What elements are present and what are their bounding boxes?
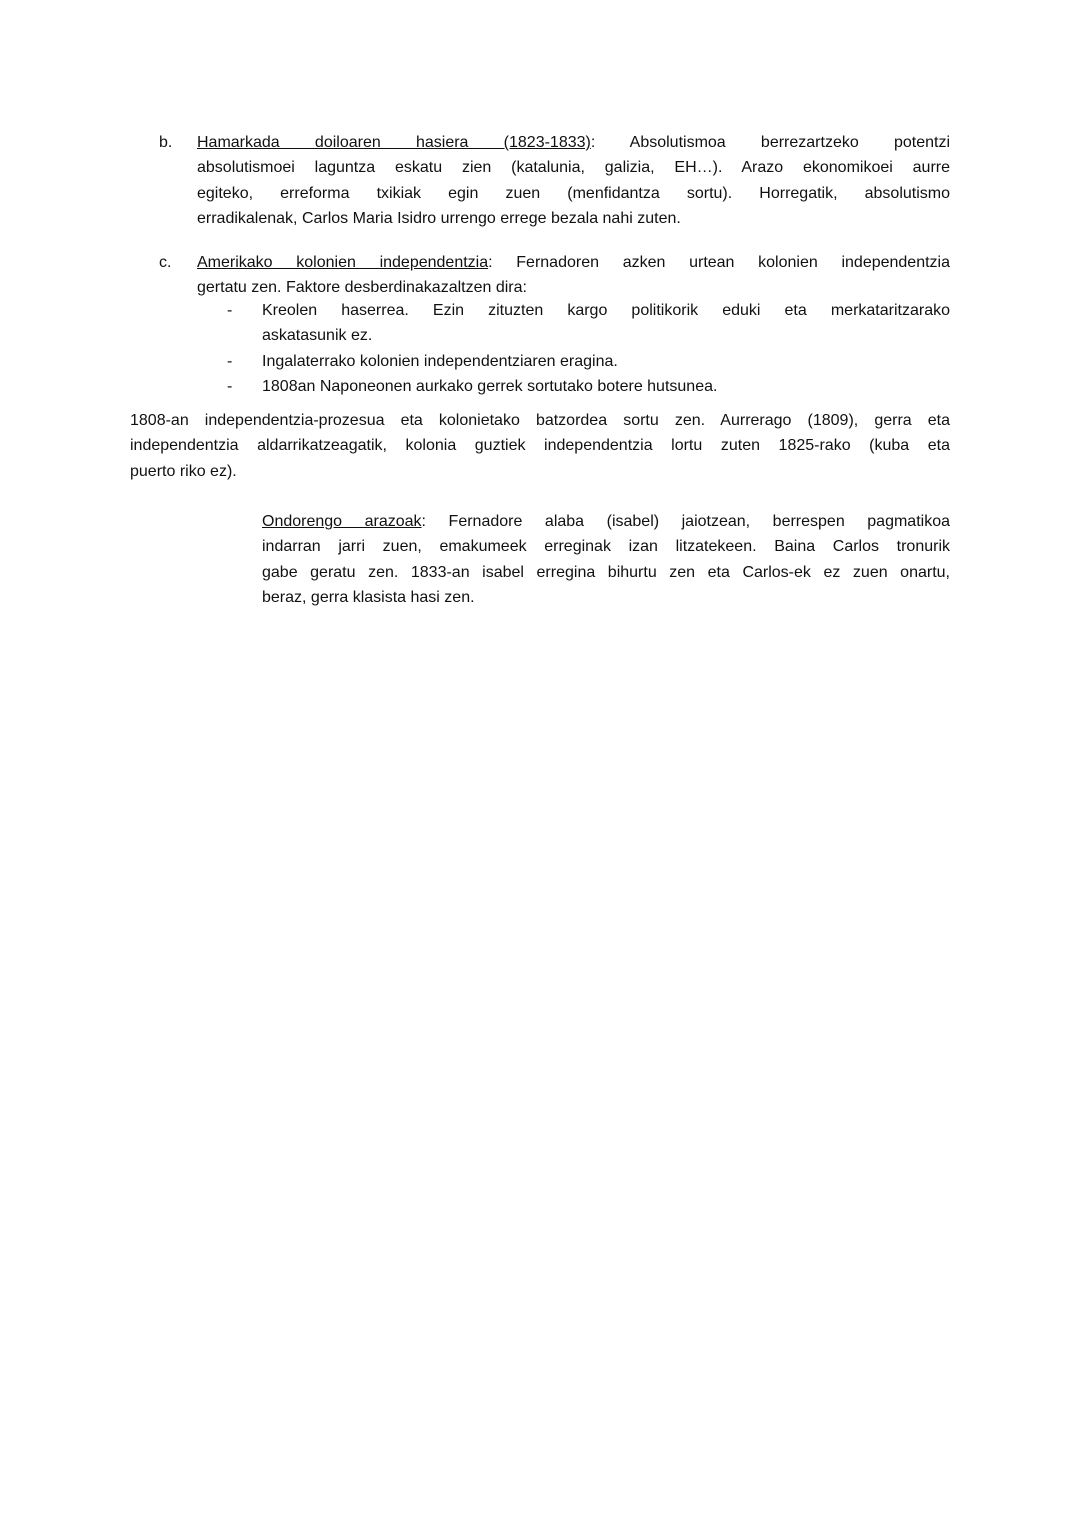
paragraph-1808-line-3: puerto riko ez).	[130, 462, 237, 480]
item-b-line-3: egiteko, erreforma txikiak egin zuen (menfidantza sortu). Horregatik, absolutismo	[197, 184, 950, 202]
paragraph-1808	[130, 408, 950, 484]
paragraph-ondorengo-line-1-rest: : Fernadore alaba (isabel) jaiotzean, berrespen pagmatikoa	[421, 513, 950, 530]
bullet-3: 1808an Naponeonen aurkako gerrek sortutako botere hutsunea.	[262, 377, 718, 395]
paragraph-ondorengo	[262, 509, 950, 610]
heading-amerikako: Amerikako kolonien independentzia	[197, 254, 489, 271]
list-marker-c: c.	[159, 254, 172, 271]
bullet-dash-1: -	[227, 302, 233, 319]
paragraph-1808-line-1: 1808-an independentzia-prozesua eta kolonietako batzordea sortu zen. Aurrerago (1809), gerra eta	[130, 412, 950, 429]
bullet-2: Ingalaterrako kolonien independentziaren eragina.	[262, 352, 618, 370]
item-b-line-1-rest: : Absolutismoa berrezartzeko potentzi	[590, 134, 950, 151]
item-c-line-1	[197, 250, 950, 275]
paragraph-ondorengo-line-2: indarran jarri zuen, emakumeek erreginak izan litzatekeen. Baina Carlos tronurik	[262, 538, 950, 556]
paragraph-ondorengo-line-1	[262, 509, 950, 534]
paragraph-ondorengo-line-4: beraz, gerra klasista hasi zen.	[262, 588, 475, 606]
item-b-line-1	[197, 130, 950, 155]
list-item-b	[197, 130, 950, 231]
heading-ondorengo: Ondorengo arazoak	[262, 513, 422, 530]
item-c-line-1-rest: : Fernadoren azken urtean kolonien independentzia	[488, 254, 951, 271]
bullet-dash-2: -	[227, 353, 233, 370]
bullet-dash-3: -	[227, 378, 233, 395]
paragraph-1808-line-2: independentzia aldarrikatzeagatik, kolonia guztiek independentzia lortu zuten 1825-rako (kuba eta	[130, 437, 950, 455]
heading-hamarkada: Hamarkada doiloaren hasiera (1823-1833)	[197, 134, 591, 151]
paragraph-ondorengo-line-3: gabe geratu zen. 1833-an isabel erregina bihurtu zen eta Carlos-ek ez zuen onartu,	[262, 563, 950, 581]
item-c-line-2: gertatu zen. Faktore desberdinakazaltzen dira:	[197, 279, 527, 297]
list-marker-b: b.	[159, 134, 173, 151]
bullet-1-line-1: Kreolen haserrea. Ezin zituzten kargo politikorik eduki eta merkataritzarako	[262, 302, 950, 319]
bullet-1-line-2: askatasunik ez.	[262, 327, 373, 345]
item-b-line-2: absolutismoei laguntza eskatu zien (katalunia, galizia, EH…). Arazo ekonomikoei aurre	[197, 159, 950, 177]
bullet-list	[262, 298, 950, 399]
list-item-c	[197, 250, 950, 301]
item-b-line-4: erradikalenak, Carlos Maria Isidro urrengo errege bezala nahi zuten.	[197, 209, 681, 227]
